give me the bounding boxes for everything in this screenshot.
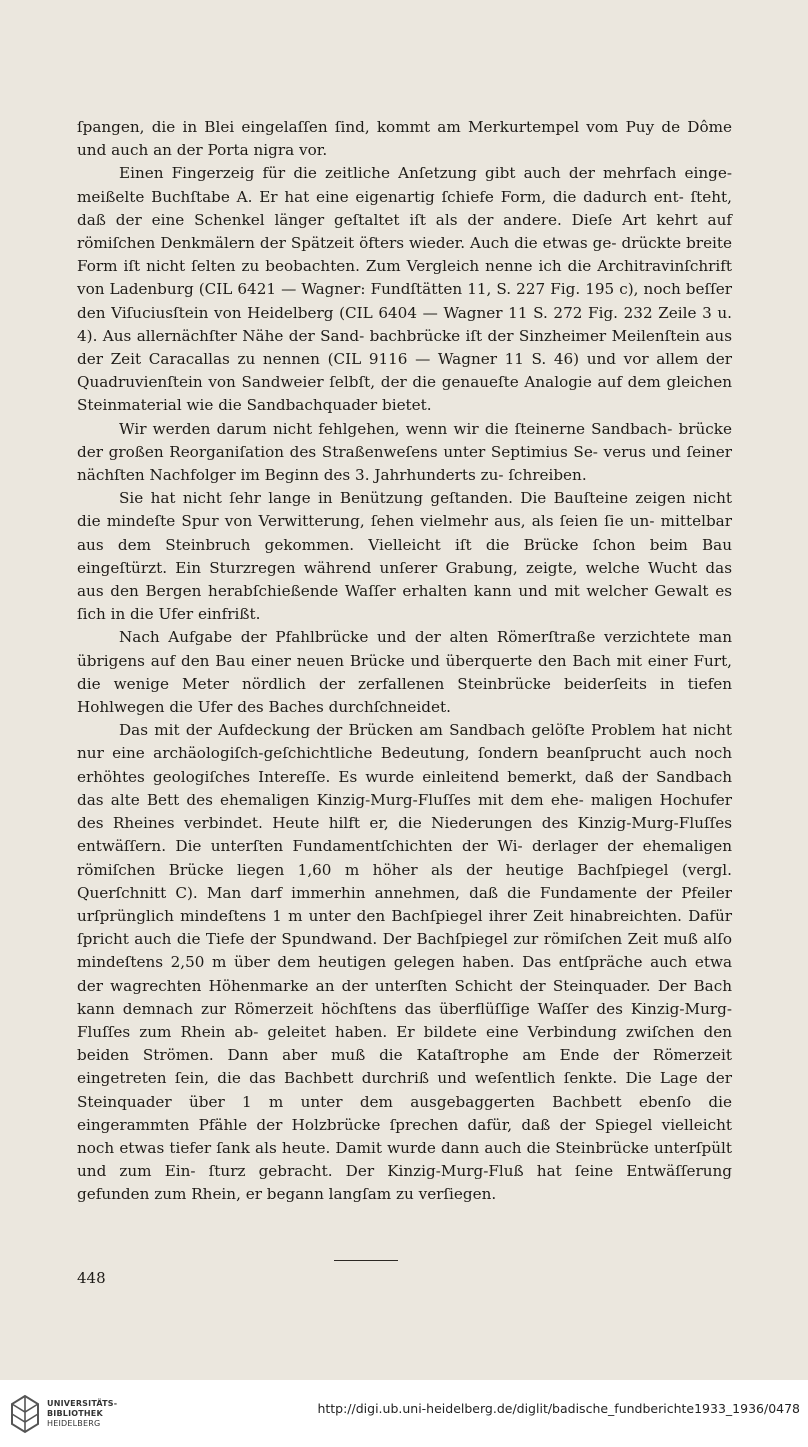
- institution-line-1: UNIVERSITÄTS-: [47, 1399, 118, 1408]
- separator-rule: [334, 1260, 398, 1261]
- footer-bar: [0, 1380, 808, 1447]
- source-url-link[interactable]: http://digi.ub.uni-heidelberg.de/diglit/badische_fundberichte1933_1936/0478: [317, 1401, 800, 1416]
- paragraph-4: Sie hat nicht ſehr lange in Benützung geſtanden. Die Bauſteine zeigen nicht die mindeſte Spur von Verwitterung, ſehen vielmehr aus, als ſeien ſie un- mittelbar aus dem Steinbruch gekommen. Vielleicht iſt die Brücke ſchon beim Bau eingeſtürzt. Ein Sturzregen während unſerer Grabung, zeigte, welche Wucht das aus den Bergen herabſchießende Waſſer erhalten kann und mit welcher Gewalt es ſich in die Ufer einfrißt.: [77, 489, 732, 624]
- paragraph-2: Einen Fingerzeig für die zeitliche Anſetzung gibt auch der mehrfach einge- meißelte Buchſtabe A. Er hat eine eigenartig ſchiefe Form, die dadurch ent- ſteht, daß der eine Schenkel länger geſtaltet iſt als der andere. Dieſe Art kehrt auf römiſchen Denkmälern der Spätzeit öfters wieder. Auch die etwas ge- drückte breite Form iſt nicht ſelten zu beobachten. Zum Vergleich nenne ich die Architravinſchrift von Ladenburg (CIL 6421 — Wagner: Fundſtätten 11, S. 227 Fig. 195 c), noch beſſer den Viſuciusſtein von Heidelberg (CIL 6404 — Wagner 11 S. 272 Fig. 232 Zeile 3 u. 4). Aus allernächſter Nähe der Sand- bachbrücke iſt der Sinzheimer Meilenſtein aus der Zeit Caracallas zu nennen (CIL 9116 — Wagner 11 S. 46) und vor allem der Quadruvienſtein von Sandweier ſelbſt, der die genaueſte Analogie auf dem gleichen Steinmaterial wie die Sandbachquader bietet.: [77, 164, 732, 415]
- institution-line-2: BIBLIOTHEK: [47, 1409, 103, 1418]
- institution-name: [47, 1399, 117, 1429]
- paragraph-1: ſpangen, die in Blei eingelaſſen ſind, kommt am Merkurtempel vom Puy de Dôme und auch an der Porta nigra vor.: [77, 118, 732, 160]
- paragraph-6: Das mit der Aufdeckung der Brücken am Sandbach gelöſte Problem hat nicht nur eine archäologiſch-geſchichtliche Bedeutung, ſondern beanſprucht auch noch erhöhtes geologiſches Intereſſe. Es wurde einleitend bemerkt, daß der Sandbach das alte Bett des ehemaligen Kinzig-Murg-Fluſſes mit dem ehe- maligen Hochufer des Rheines verbindet. Heute hilft er, die Niederungen des Kinzig-Murg-Fluſſes entwäſſern. Die unterſten Fundamentſchichten der Wi- derlager der ehemaligen römiſchen Brücke liegen 1,60 m höher als der heutige Bachſpiegel (vergl. Querſchnitt C). Man darf immerhin annehmen, daß die Fundamente der Pfeiler urſprünglich mindeſtens 1 m unter den Bachſpiegel ihrer Zeit hinabreichten. Dafür ſpricht auch die Tiefe der Spundwand. Der Bachſpiegel zur römiſchen Zeit muß alſo mindeſtens 2,50 m über dem heutigen gelegen haben. Das entſpräche auch etwa der wagrechten Höhenmarke an der unterſten Schicht der Steinquader. Der Bach kann demnach zur Römerzeit höchſtens das überflüſſige Waſſer des Kinzig-Murg-Fluſſes zum Rhein ab- geleitet haben. Er bildete eine Verbindung zwiſchen den beiden Strömen. Dann aber muß die Kataſtrophe am Ende der Römerzeit eingetreten ſein, die das Bachbett durchriß und weſentlich ſenkte. Die Lage der Steinquader über 1 m unter dem ausgebaggerten Bachbett ebenſo die eingerammten Pfähle der Holzbrücke ſprechen dafür, daß der Spiegel vielleicht noch etwas tiefer ſank als heute. Damit wurde dann auch die Steinbrücke unterſpült und zum Ein- ſturz gebracht. Der Kinzig-Murg-Fluß hat ſeine Entwäſſerung gefunden zum Rhein, er begann langſam zu verſiegen.: [77, 721, 732, 1204]
- institution-line-3: HEIDELBERG: [47, 1419, 101, 1428]
- body-text: [77, 116, 732, 1207]
- page-number: 448: [77, 1269, 106, 1287]
- paragraph-3: Wir werden darum nicht fehlgehen, wenn wir die ſteinerne Sandbach- brücke der großen Reorganiſation des Straßenweſens unter Septimius Se- verus und ſeiner nächſten Nachfolger im Beginn des 3. Jahrhunderts zu- ſchreiben.: [77, 419, 732, 485]
- paragraph-5: Nach Aufgabe der Pfahlbrücke und der alten Römerſtraße verzichtete man übrigens auf den Bau einer neuen Brücke und überquerte den Bach mit einer Furt, die wenige Meter nördlich der zerfallenen Steinbrücke beiderſeits in tiefen Hohlwegen die Ufer des Baches durchſchneidet.: [77, 628, 732, 717]
- book-emblem-icon: [8, 1394, 42, 1434]
